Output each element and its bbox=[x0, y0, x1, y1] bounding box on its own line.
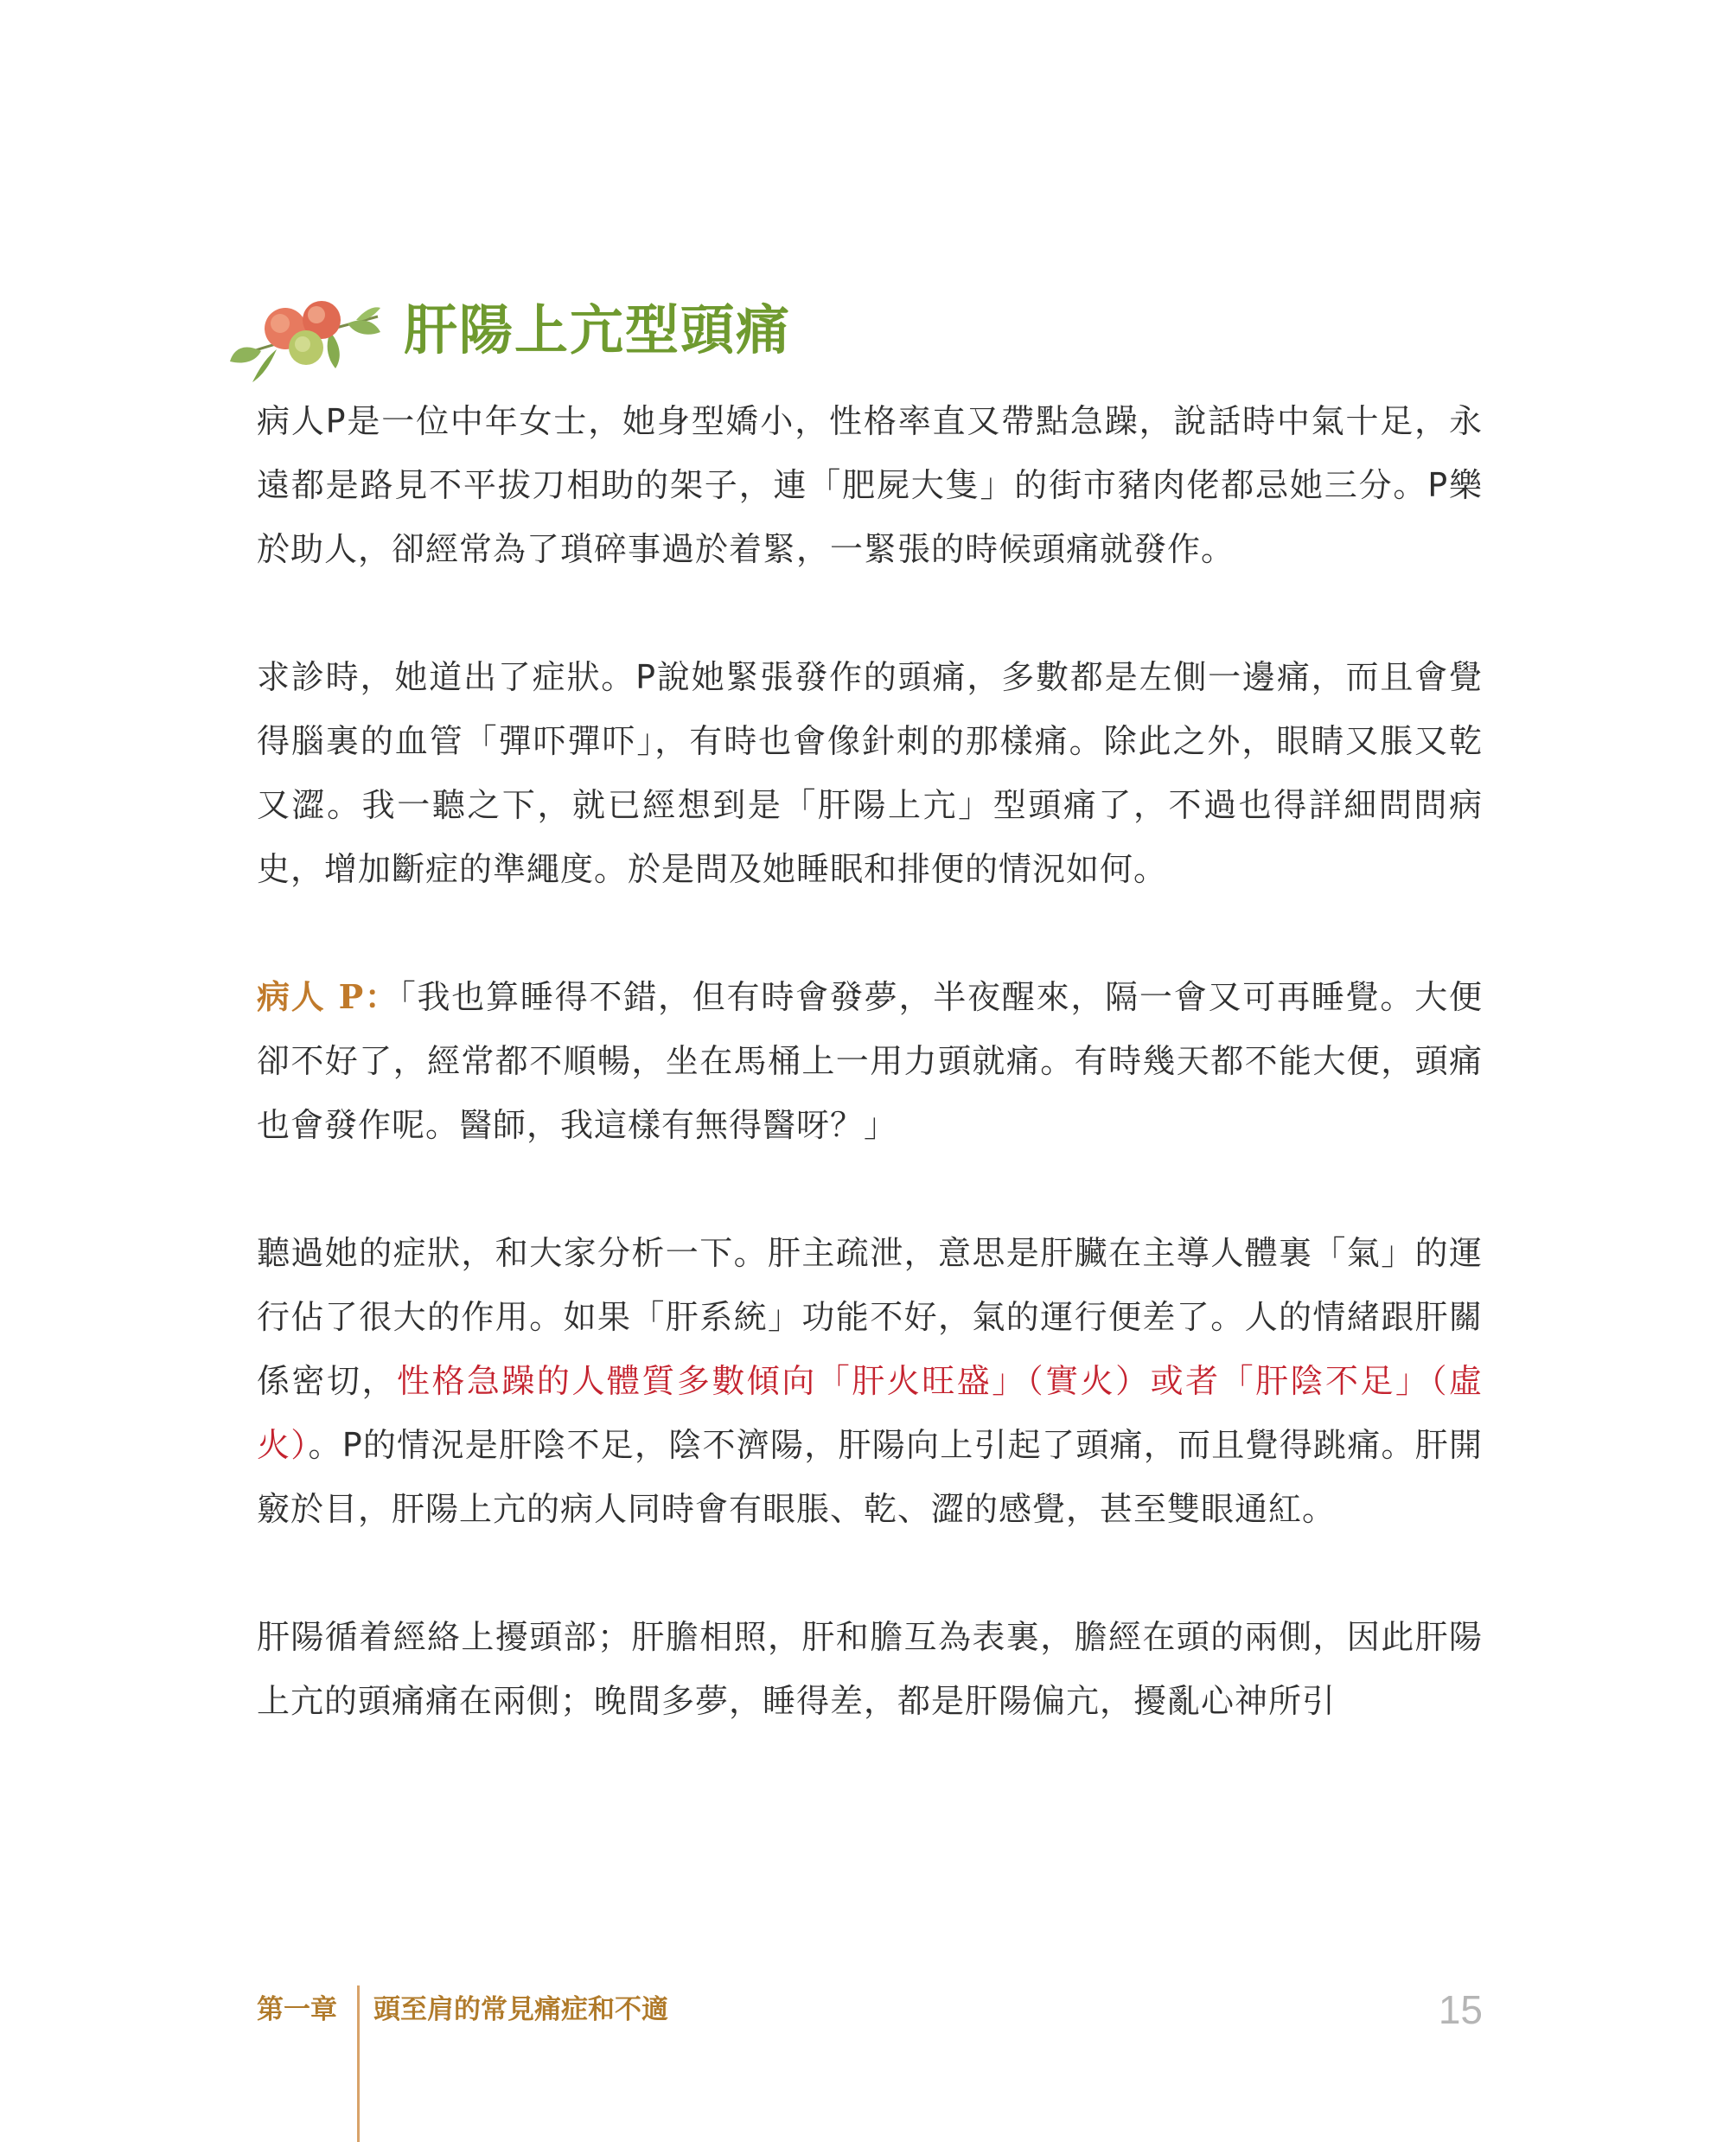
paragraph-4 bbox=[257, 1221, 1483, 1541]
footer-divider bbox=[357, 1985, 360, 2142]
page-number: 15 bbox=[1438, 1987, 1483, 2032]
article-body bbox=[257, 389, 1483, 1733]
paragraph-text: 病人P是一位中年女士，她身型嬌小，性格率直又帶點急躁，說話時中氣十足，永遠都是路見不平拔刀相助的架子，連「肥屍大隻」的街市豬肉佬都忌她三分。P樂於助人，卻經常為了瑣碎事過於着緊，一緊張的時候頭痛就發作。 bbox=[257, 402, 1483, 568]
section-heading bbox=[227, 277, 1005, 389]
paragraph-text: 。P的情況是肝陰不足，陰不濟陽，肝陽向上引起了頭痛，而且覺得跳痛。肝開竅於目，肝陽上亢的病人同時會有眼脹、乾、澀的感覺，甚至雙眼通紅。 bbox=[257, 1426, 1483, 1528]
footer-chapter-title: 頭至肩的常見痛症和不適 bbox=[373, 1994, 668, 2025]
paragraph-3 bbox=[257, 965, 1483, 1157]
section-title: 肝陽上亢型頭痛 bbox=[404, 298, 792, 361]
paragraph-text: 「我也算睡得不錯，但有時會發夢，半夜醒來，隔一會又可再睡覺。大便卻不好了，經常都不順暢，坐在馬桶上一用力頭就痛。有時幾天都不能大便，頭痛也會發作呢。醫師，我這樣有無得醫呀？」 bbox=[257, 978, 1483, 1144]
footer-chapter: 第一章 bbox=[257, 1994, 337, 2025]
paragraph-1 bbox=[257, 389, 1483, 581]
paragraph-text: 肝陽循着經絡上擾頭部；肝膽相照，肝和膽互為表裏，膽經在頭的兩側，因此肝陽上亢的頭痛痛在兩側；晚間多夢，睡得差，都是肝陽偏亢，擾亂心神所引 bbox=[257, 1618, 1483, 1720]
paragraph-2 bbox=[257, 645, 1483, 901]
paragraph-text: 求診時，她道出了症狀。P說她緊張發作的頭痛，多數都是左側一邊痛，而且會覺得腦裏的血管「彈吓彈吓」，有時也會像針刺的那樣痛。除此之外，眼睛又脹又乾又澀。我一聽之下，就已經想到是「肝陽上亢」型頭痛了，不過也得詳細問問病史，增加斷症的準繩度。於是問及她睡眠和排便的情況如何。 bbox=[257, 658, 1483, 888]
paragraph-text: 聽過她的症狀，和大家分析一下。肝主疏泄，意思是肝臟在主導人體裏「氣」的運行佔了很大的作用。如果「肝系統」功能不好，氣的運行便差了。人的情緒跟肝關係密切， bbox=[257, 1234, 1483, 1400]
peach-branch-icon bbox=[227, 282, 382, 386]
speaker-label: 病人 P： bbox=[257, 977, 399, 1016]
paragraph-5 bbox=[257, 1605, 1483, 1733]
highlighted-text: 性格急躁的人體質多數傾向「肝火旺盛」（實火）或者「肝陰不足」（虛火） bbox=[257, 1362, 1483, 1464]
